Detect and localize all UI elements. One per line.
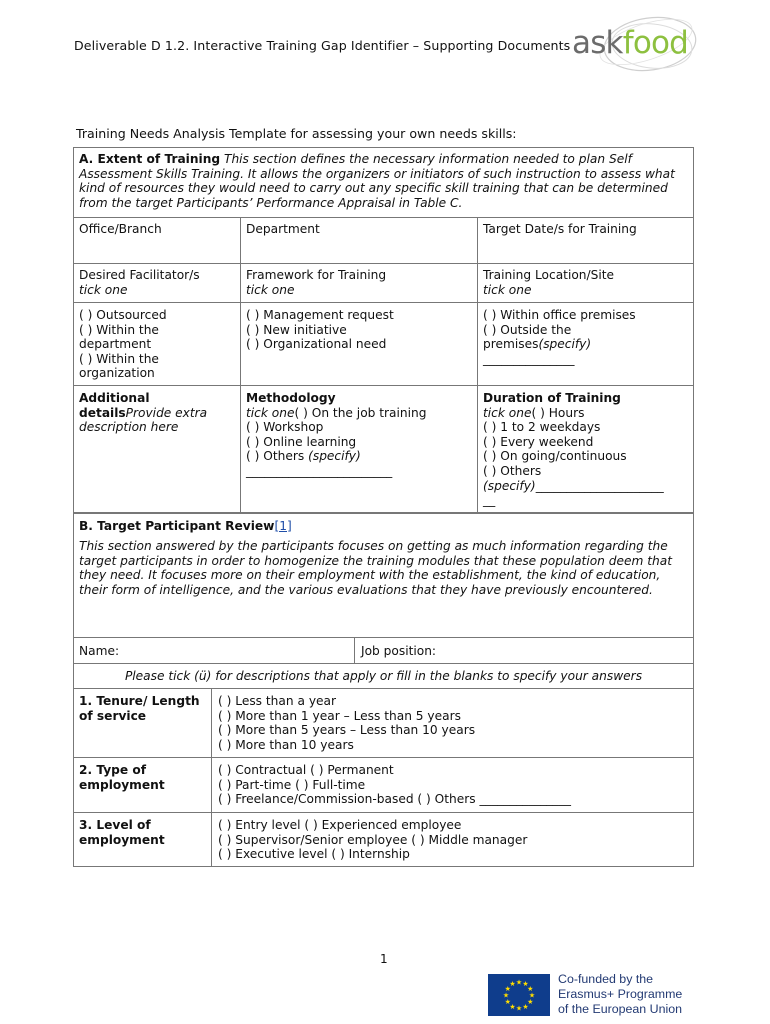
section-a-description: This section defines the necessary information needed to plan Self Assessment Skills Training. It allows the organizers or initiators of such instruction to assess what kind of resources they would need to carry out any specific skill training that can be determined from the target Participants’ Performance Appraisal in Table C. xyxy=(79,152,675,210)
option-every-weekend[interactable]: ( ) Every weekend xyxy=(483,434,594,449)
framework-label: Framework for Training xyxy=(246,268,387,282)
level-employment-options xyxy=(218,818,527,862)
section-b-heading: B. Target Participant Review xyxy=(79,519,275,533)
duration-hint: tick one xyxy=(483,405,532,420)
option-supervisor-middle[interactable]: ( ) Supervisor/Senior employee ( ) Middle manager xyxy=(218,832,528,847)
row-divider xyxy=(73,812,694,813)
methodology-cell xyxy=(246,391,474,479)
level-employment-label-1: 3. Level of xyxy=(79,818,151,832)
level-employment-label xyxy=(79,818,165,847)
section-a-heading: A. Extent of Training xyxy=(79,152,221,166)
duration-cell xyxy=(483,391,692,508)
option-online-learning[interactable]: ( ) Online learning xyxy=(246,434,357,449)
additional-label-2: details xyxy=(79,405,126,420)
location-specify-prefix: premises xyxy=(483,337,539,352)
additional-details-cell xyxy=(79,391,237,435)
methodology-blank[interactable]: ________________________ xyxy=(246,463,393,478)
option-less-than-year[interactable]: ( ) Less than a year xyxy=(218,694,337,708)
eu-stars-icon xyxy=(488,974,550,1016)
type-employment-label-2: employment xyxy=(79,777,165,792)
tick-instruction: Please tick (ü) for descriptions that apply or fill in the blanks to specify your answers xyxy=(124,669,643,683)
framework-hint: tick one xyxy=(246,282,295,297)
option-within-organization-cont: organization xyxy=(79,366,155,381)
option-within-department[interactable]: ( ) Within the xyxy=(79,322,159,337)
option-contractual-permanent[interactable]: ( ) Contractual ( ) Permanent xyxy=(218,763,394,777)
cofunded-text xyxy=(558,972,682,1016)
row-divider xyxy=(73,302,694,303)
location-cell xyxy=(483,268,614,297)
option-hours[interactable]: ( ) Hours xyxy=(531,405,585,420)
additional-hint-2: description here xyxy=(79,420,179,435)
eu-star-icon: ★ xyxy=(509,1002,516,1011)
option-outside[interactable]: ( ) Outside the xyxy=(483,322,572,337)
option-within-office[interactable]: ( ) Within office premises xyxy=(483,308,636,322)
cofunded-line-3: of the European Union xyxy=(558,1001,682,1016)
option-5-to-10-years[interactable]: ( ) More than 5 years – Less than 10 years xyxy=(218,723,476,738)
name-label[interactable]: Name: xyxy=(79,644,120,658)
location-specify: (specify) xyxy=(538,337,592,352)
option-organizational-need[interactable]: ( ) Organizational need xyxy=(246,337,387,352)
department-label: Department xyxy=(246,222,320,236)
option-1-to-5-years[interactable]: ( ) More than 1 year – Less than 5 years xyxy=(218,708,461,723)
row-divider xyxy=(73,688,694,689)
location-label: Training Location/Site xyxy=(483,268,615,282)
document-header: Deliverable D 1.2. Interactive Training Gap Identifier – Supporting Documents xyxy=(74,38,571,53)
duration-label: Duration of Training xyxy=(483,391,621,405)
location-blank[interactable]: _______________ xyxy=(483,351,575,366)
framework-cell xyxy=(246,268,386,297)
option-ongoing[interactable]: ( ) On going/continuous xyxy=(483,449,627,464)
eu-star-icon: ★ xyxy=(527,985,534,993)
duration-blank-2[interactable]: __ xyxy=(483,493,496,508)
location-hint: tick one xyxy=(483,282,532,297)
eu-star-icon: ★ xyxy=(522,1002,529,1011)
option-outsourced[interactable]: ( ) Outsourced xyxy=(79,308,167,322)
additional-hint: Provide extra xyxy=(125,405,208,420)
cofunded-line-2: Erasmus+ Programme xyxy=(558,986,683,1001)
type-employment-options xyxy=(218,763,571,807)
option-entry-experienced[interactable]: ( ) Entry level ( ) Experienced employee xyxy=(218,818,462,832)
eu-star-icon: ★ xyxy=(509,980,516,989)
facilitator-options xyxy=(79,308,167,381)
option-executive-internship[interactable]: ( ) Executive level ( ) Internship xyxy=(218,847,410,862)
level-employment-label-2: employment xyxy=(79,832,165,847)
eu-star-icon: ★ xyxy=(504,985,511,993)
option-within-department-cont: department xyxy=(79,337,152,352)
tenure-label xyxy=(79,694,200,723)
additional-label: Additional xyxy=(79,391,150,405)
office-branch-label: Office/Branch xyxy=(79,222,162,236)
job-position-label[interactable]: Job position: xyxy=(361,644,437,658)
column-divider xyxy=(354,637,355,663)
option-freelance-others[interactable]: ( ) Freelance/Commission-based ( ) Others _______________ xyxy=(218,792,571,807)
document-title: Training Needs Analysis Template for assessing your own needs skills: xyxy=(76,126,517,141)
logo-text-ask: ask xyxy=(572,25,623,61)
tenure-label-2: of service xyxy=(79,708,147,723)
row-divider xyxy=(73,757,694,758)
section-b-description: This section answered by the participants focuses on getting as much information regarding the target participants in order to homogenize the training modules that these population deem that they need. It focuses more on their employment with the establishment, the kind of education, their form of intelligence, and the various evaluations that they have previously encountered. xyxy=(79,539,673,597)
option-new-initiative[interactable]: ( ) New initiative xyxy=(246,322,347,337)
eu-star-icon: ★ xyxy=(502,991,510,1000)
duration-blank[interactable]: _____________________ xyxy=(535,478,664,493)
facilitators-label: Desired Facilitator/s xyxy=(79,268,200,282)
row-divider xyxy=(73,663,694,664)
type-employment-label-1: 2. Type of xyxy=(79,763,147,777)
column-divider xyxy=(240,217,241,513)
option-1-to-2-weekdays[interactable]: ( ) 1 to 2 weekdays xyxy=(483,420,601,435)
methodology-hint: tick one xyxy=(246,405,295,420)
section-b-heading-line xyxy=(79,519,292,534)
eu-flag-icon xyxy=(488,974,550,1016)
page-number: 1 xyxy=(380,952,388,966)
location-options xyxy=(483,308,636,366)
eu-star-icon: ★ xyxy=(527,998,534,1006)
row-divider xyxy=(73,385,694,386)
option-duration-others[interactable]: ( ) Others xyxy=(483,463,542,478)
methodology-specify: (specify) xyxy=(308,449,361,464)
askfood-logo xyxy=(570,14,700,82)
option-workshop[interactable]: ( ) Workshop xyxy=(246,420,324,435)
eu-star-icon: ★ xyxy=(515,1004,523,1013)
logo-text-food: food xyxy=(622,25,689,61)
option-within-organization[interactable]: ( ) Within the xyxy=(79,351,159,366)
footnote-link[interactable]: [1] xyxy=(274,519,292,533)
type-employment-label xyxy=(79,763,165,792)
erasmus-funding-logo xyxy=(488,972,698,1018)
eu-star-icon: ★ xyxy=(522,980,529,989)
option-management-request[interactable]: ( ) Management request xyxy=(246,308,394,322)
eu-star-icon: ★ xyxy=(528,991,536,1000)
column-divider xyxy=(211,688,212,867)
eu-star-icon: ★ xyxy=(504,998,511,1006)
tenure-label-1: 1. Tenure/ Length xyxy=(79,694,200,708)
option-more-than-10[interactable]: ( ) More than 10 years xyxy=(218,737,354,752)
row-divider xyxy=(73,637,694,638)
facilitators-cell xyxy=(79,268,200,297)
option-parttime-fulltime[interactable]: ( ) Part-time ( ) Full-time xyxy=(218,777,366,792)
location-specify-line xyxy=(483,337,636,352)
framework-options xyxy=(246,308,394,352)
column-divider xyxy=(477,217,478,513)
option-methodology-others[interactable]: ( ) Others xyxy=(246,449,309,464)
duration-specify: (specify) xyxy=(483,478,536,493)
facilitators-hint: tick one xyxy=(79,282,128,297)
section-a-intro xyxy=(79,152,689,210)
target-dates-label: Target Date/s for Training xyxy=(483,222,637,236)
row-divider xyxy=(73,217,694,218)
row-divider xyxy=(73,263,694,264)
methodology-label: Methodology xyxy=(246,391,336,405)
cofunded-line-1: Co-funded by the xyxy=(558,972,654,986)
eu-star-icon: ★ xyxy=(515,978,523,987)
tenure-options xyxy=(218,694,475,752)
option-on-the-job[interactable]: ( ) On the job training xyxy=(294,405,427,420)
